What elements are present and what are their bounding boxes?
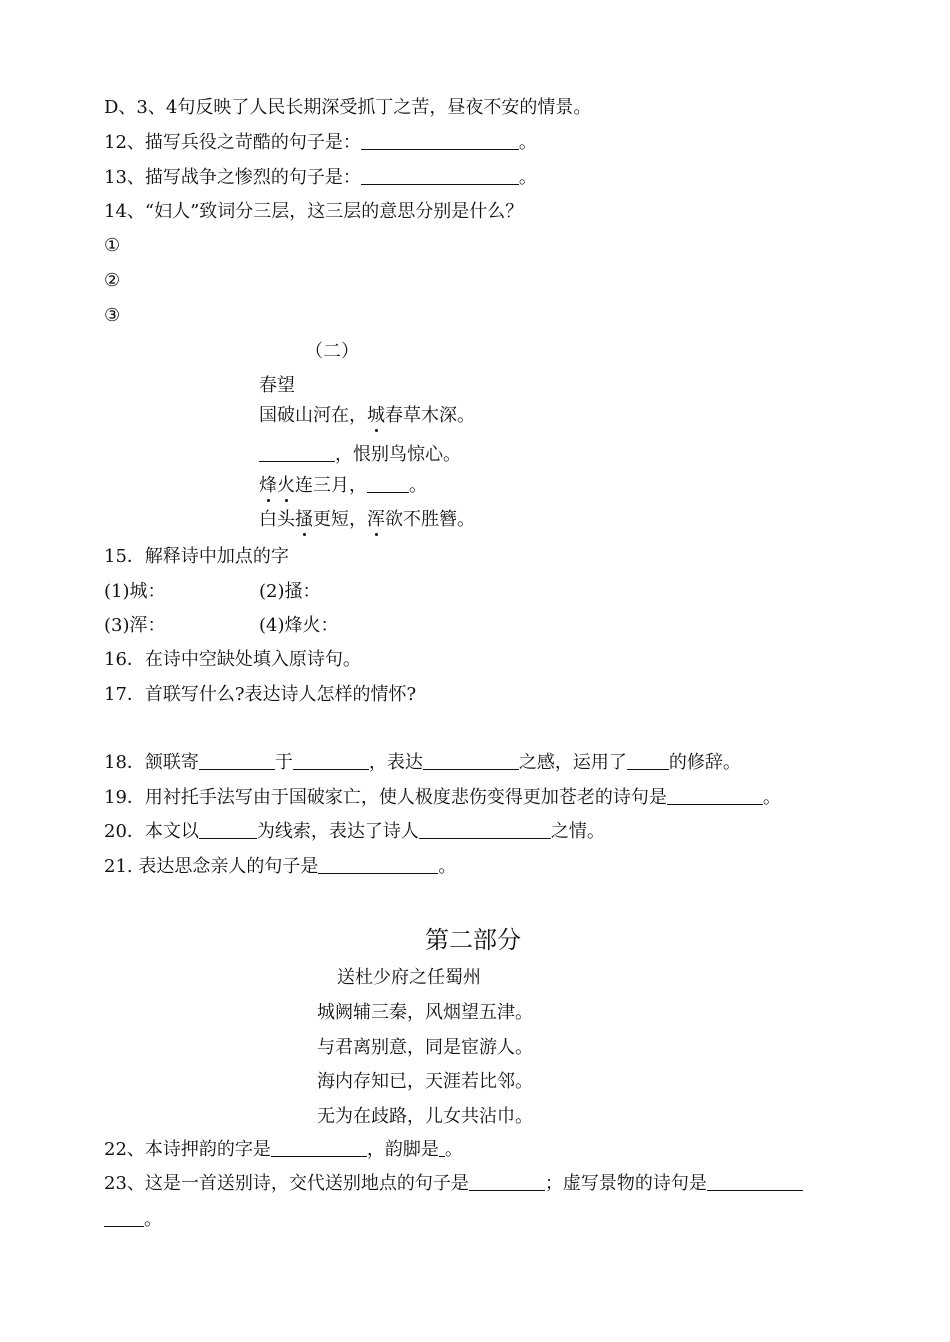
question-text: 为线索，表达了诗人: [256, 821, 419, 842]
poem-text: 国破山河在，: [259, 405, 367, 426]
punct: 。: [518, 167, 537, 188]
punct: 。: [762, 787, 781, 808]
question-text: 之感，运用了: [518, 752, 627, 773]
answer-blank[interactable]: [199, 753, 275, 770]
question-18: [104, 752, 741, 774]
answer-blank[interactable]: [271, 1140, 367, 1157]
question-text: ，韵脚是: [366, 1139, 439, 1160]
poem-line-2: 与君离别意，同是宦游人。: [317, 1037, 533, 1058]
answer-blank[interactable]: [104, 1210, 144, 1227]
answer-blank[interactable]: [361, 168, 519, 185]
answer-blank[interactable]: [199, 822, 257, 839]
question-text: 23、这是一首送别诗，交代送别地点的句子是: [104, 1173, 469, 1194]
question-text: 之情。: [550, 821, 605, 842]
question-text: 于: [274, 752, 293, 773]
poem-line-2: [259, 444, 461, 466]
dotted-char: 火: [277, 475, 295, 496]
question-text: 19．用衬托手法写由于国破家亡，使人极度悲伤变得更加苍老的诗句是: [104, 787, 667, 808]
punct: 。: [438, 856, 457, 877]
poem-line-3: [259, 475, 427, 497]
question-text: 18．颔联寄: [104, 752, 199, 773]
poem-blank[interactable]: [367, 476, 409, 493]
answer-blank[interactable]: [707, 1174, 803, 1191]
question-19: [104, 787, 781, 809]
question-text: 的修辞。: [668, 752, 741, 773]
question-21: [104, 856, 456, 878]
poem-line-1: 城阙辅三秦，风烟望五津。: [317, 1002, 533, 1023]
poem-text: 春草木深。: [385, 405, 475, 426]
answer-blank[interactable]: [667, 788, 763, 805]
poem-line-4: 无为在歧路，儿女共沾巾。: [317, 1106, 533, 1127]
punct: 。: [409, 475, 427, 496]
poem-text: ，恨别鸟惊心。: [335, 444, 461, 465]
question-15-item-4: (4)烽火：: [259, 615, 339, 636]
question-13: [104, 167, 537, 189]
dotted-char: 烽: [259, 475, 277, 496]
dotted-char: 浑: [367, 509, 385, 530]
question-23-cont: [104, 1209, 162, 1231]
question-17: 17．首联写什么?表达诗人怎样的情怀?: [104, 684, 417, 705]
question-text: 20．本文以: [104, 821, 199, 842]
poem-text: 更短，: [313, 509, 367, 530]
question-text: ，表达: [368, 752, 423, 773]
poem-line-1: [259, 405, 475, 427]
question-15-item-1: (1)城：: [104, 581, 166, 602]
question-14: 14、“妇人”致词分三层，这三层的意思分别是什么？: [104, 201, 524, 222]
poem-text: 白头: [259, 509, 295, 530]
question-16: 16．在诗中空缺处填入原诗句。: [104, 649, 361, 670]
poem-title: 送杜少府之任蜀州: [337, 967, 481, 988]
punct: 。: [518, 132, 537, 153]
question-12: [104, 132, 537, 154]
poem-line-3: 海内存知已，天涯若比邻。: [317, 1071, 533, 1092]
question-15: 15．解释诗中加点的字: [104, 546, 289, 567]
answer-blank[interactable]: [423, 753, 519, 770]
question-23: [104, 1173, 803, 1195]
section-heading: （二）: [305, 341, 359, 362]
answer-blank[interactable]: [318, 857, 438, 874]
option-d: D、3、4句反映了人民长期深受抓丁之苦，昼夜不安的情景。: [104, 97, 592, 118]
question-15-item-2: (2)搔：: [259, 581, 321, 602]
answer-blank[interactable]: [469, 1174, 545, 1191]
answer-blank[interactable]: [293, 753, 369, 770]
dotted-char: 城: [367, 405, 385, 426]
punct: 。: [444, 1139, 463, 1160]
question-15-item-3: (3)浑：: [104, 615, 166, 636]
question-text: ；虚写景物的诗句是: [544, 1173, 707, 1194]
question-12-text: 12、描写兵役之苛酷的句子是：: [104, 132, 361, 153]
answer-blank[interactable]: [419, 822, 551, 839]
question-13-text: 13、描写战争之惨烈的句子是：: [104, 167, 361, 188]
question-22: [104, 1139, 463, 1161]
punct: 。: [144, 1209, 162, 1230]
poem-text: 连三月，: [295, 475, 367, 496]
poem-text: 欲不胜簪。: [385, 509, 475, 530]
answer-item-2: ②: [104, 270, 121, 291]
question-text: 22、本诗押韵的字是: [104, 1139, 271, 1160]
question-20: [104, 821, 605, 843]
answer-item-3: ③: [104, 305, 121, 326]
dotted-char: 搔: [295, 509, 313, 530]
answer-blank[interactable]: [361, 133, 519, 150]
poem-blank[interactable]: [259, 445, 335, 462]
part-heading: 第二部分: [425, 926, 521, 954]
poem-line-4: [259, 509, 475, 531]
poem-title: 春望: [259, 375, 295, 396]
question-text: 21. 表达思念亲人的句子是: [104, 856, 319, 877]
answer-blank[interactable]: [627, 753, 669, 770]
answer-item-1: ①: [104, 235, 121, 256]
